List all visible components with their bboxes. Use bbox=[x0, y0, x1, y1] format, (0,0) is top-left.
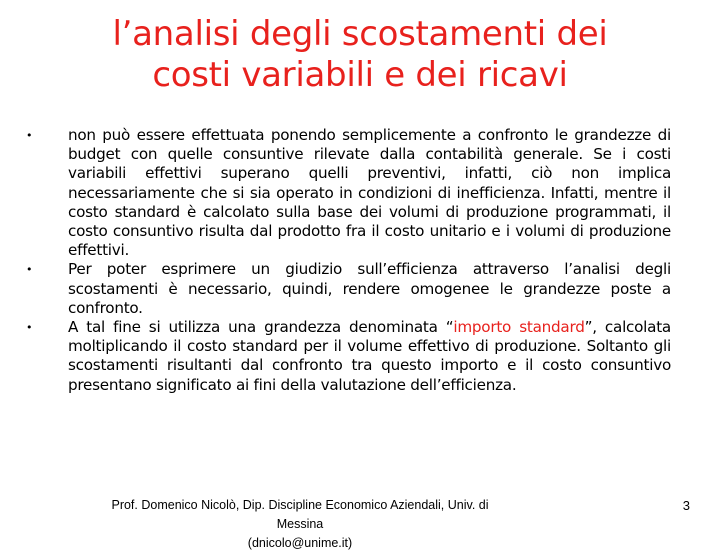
slide-footer bbox=[90, 496, 510, 553]
footer-email: (dnicolo@unime.it) bbox=[247, 536, 353, 550]
bullet-marker: • bbox=[26, 263, 33, 277]
slide-title-line-2: costi variabili e dei ricavi bbox=[152, 55, 568, 95]
bullet-item-1 bbox=[26, 126, 671, 260]
bullet-marker: • bbox=[26, 321, 33, 335]
bullet-list bbox=[26, 126, 671, 395]
highlight-importo-standard: importo standard bbox=[453, 318, 585, 337]
slide-title bbox=[40, 14, 680, 96]
bullet-item-2 bbox=[26, 260, 671, 318]
bullet-marker: • bbox=[26, 129, 33, 142]
bullet-text-2: Per poter esprimere un giudizio sull’efficienza attraverso l’analisi degli scostamenti è necessario, quindi, rendere omogenee le grandezze poste a confronto. bbox=[68, 260, 671, 317]
bullet-item-3 bbox=[26, 318, 671, 395]
bullet-text-1: non può essere effettuata ponendo semplicemente a confronto le grandezze di budget con quelle consuntive rilevate dalla contabilità generale. Se i costi variabili effettivi superano quelli preventivi, infatti, ciò non implica necessariamente che si sia operato in condizioni di inefficienza. Infatti, mentre il costo standard è calcolato sulla base dei volumi di produzione programmati, il costo consuntivo risulta dal prodotto fra il costo unitario e i volumi di produzione effettivi. bbox=[68, 126, 671, 260]
footer-author: Prof. Domenico Nicolò, Dip. Discipline Economico Aziendali, Univ. di Messina bbox=[111, 498, 489, 531]
slide-title-line-1: l’analisi degli scostamenti dei bbox=[112, 14, 608, 54]
bullet-text-3-after: ”, calcolata moltiplicando il costo standard per il volume effettivo di produzione. Soltanto gli scostamenti risultanti dal confronto tra questo importo e il costo consuntivo presentano significato ai fini della valutazione dell’efficienza. bbox=[68, 318, 671, 394]
bullet-text-3-before: A tal fine si utilizza una grandezza denominata “ bbox=[68, 318, 454, 337]
page-number: 3 bbox=[682, 498, 690, 513]
